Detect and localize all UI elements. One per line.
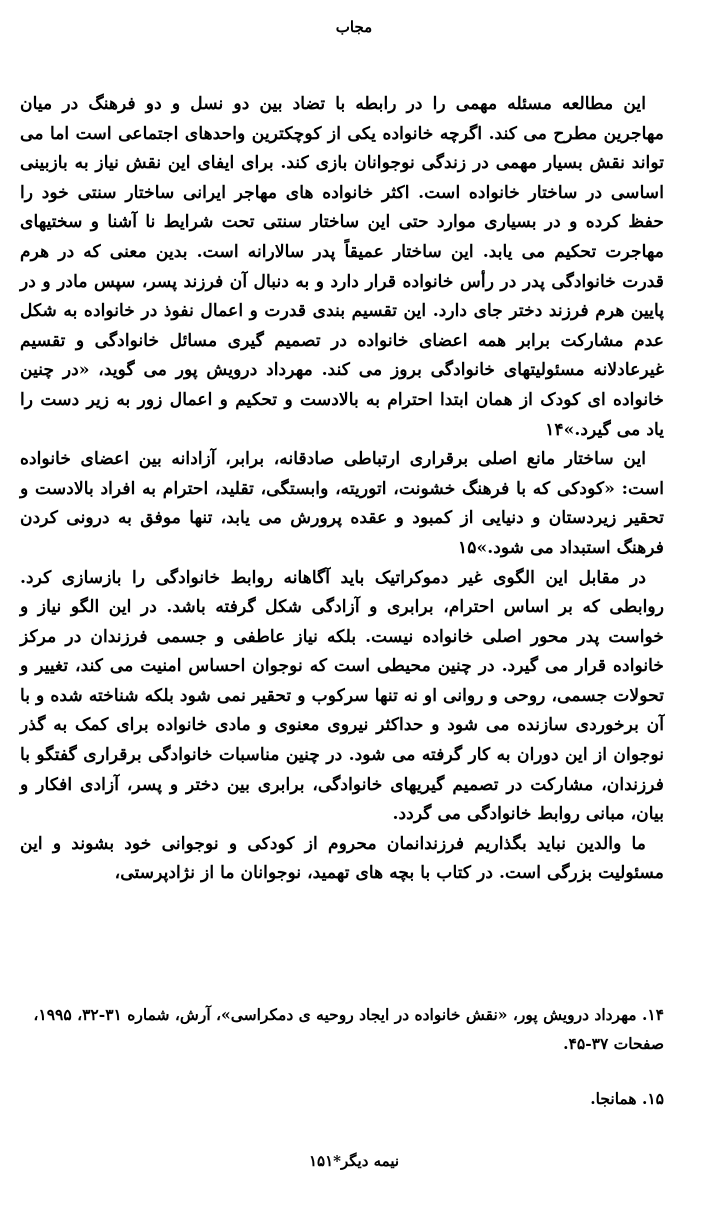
paragraph: این مطالعه مسئله مهمی را در رابطه با تضاد بین دو نسل و دو فرهنگ در میان مهاجرین مطرح می کند. اگرچه خانواده یکی از کوچکترین واحدهای اجتماعی است اما می تواند نقش بسیار مهمی در زندگی نوجوانان بازی کند. برای ایفای این نقش نیاز به بازبینی اساسی در ساختار خانواده است. اکثر خانواده های مهاجر ایرانی ساختار سنتی خود را حفظ کرده و در بسیاری موارد حتی این ساختار سنتی تحت شرایط نا آشنا و سختیهای مهاجرت تحکیم می یابد. این ساختار عمیقاً پدر سالارانه است. بدین معنی که در هرم قدرت خانوادگی پدر در رأس خانواده قرار دارد و به دنبال آن فرزند پسر، سپس مادر و در پایین هرم فرزند دختر جای دارد. این تقسیم بندی قدرت و اعمال نفوذ در خانواده به شکل عدم مشارکت برابر همه اعضای خانواده در تصمیم گیری مسائل خانوادگی و تقسیم غیرعادلانه مسئولیتهای خانوادگی بروز می کند. مهرداد درویش پور می گوید، «در چنین خانواده ای کودک از همان ابتدا احترام به بالادست و تحکیم و اعمال زور به زیر دست را یاد می گیرد.»۱۴ xyxy=(20,94,664,440)
paragraph: در مقابل این الگوی غیر دموکراتیک باید آگاهانه روابط خانوادگی را بازسازی کرد. روابطی که بر اساس احترام، برابری و آزادگی شکل گرفته باشد. در این الگو نیاز و خواست پدر محور اصلی خانواده نیست. بلکه نیاز عاطفی و جسمی فرزندان در مرکز خانواده قرار می گیرد. در چنین محیطی است که نوجوان احساس امنیت می کند، تغییر و تحولات جسمی، روحی و روانی او نه تنها سرکوب و تحقیر نمی شود بلکه شناخته شده و با آن برخوردی سازنده می شود و حداکثر نیروی معنوی و مادی خانواده برای کمک به گذر نوجوان از این دوران به کار گرفته می شود. در چنین مناسبات خانوادگی برقراری گفتگو با فرزندان، مشارکت در تصمیم گیریهای خانوادگی، برابری بین دختر و پسر، آزادی افکار و بیان، مبانی روابط خانوادگی می گردد. xyxy=(20,567,664,825)
page-footer: نیمه دیگر*۱۵۱ xyxy=(308,1152,400,1170)
paragraph: ما والدین نباید بگذاریم فرزندانمان محروم از کودکی و نوجوانی خود بشوند و این مسئولیت بزرگی است. در کتاب با بچه های تهمید، نوجوانان ما از نژادپرستی، xyxy=(20,833,664,884)
footnotes xyxy=(20,1000,664,1113)
paragraph: این ساختار مانع اصلی برقراری ارتباطی صادقانه، برابر، آزادانه بین اعضای خانواده است: «کودکی که با فرهنگ خشونت، اتوریته، وابستگی، تقلید، احترام به افراد بالادست و تحقیر زیردستان و دنیایی از کمبود و عقده پرورش می یابد، تنها موفق به درونی کردن فرهنگ استبداد می شود.»۱۵ xyxy=(20,449,664,558)
body-text xyxy=(20,90,664,889)
footnote-14: ۱۴. مهرداد درویش پور، «نقش خانواده در ایجاد روحیه ی دمکراسی»، آرش، شماره ۳۱-۳۲، ۱۹۹۵، صفحات ۳۷-۴۵. xyxy=(33,1005,664,1053)
running-header: مجاب xyxy=(335,18,373,36)
footnote-15: ۱۵. همانجا. xyxy=(590,1089,664,1108)
